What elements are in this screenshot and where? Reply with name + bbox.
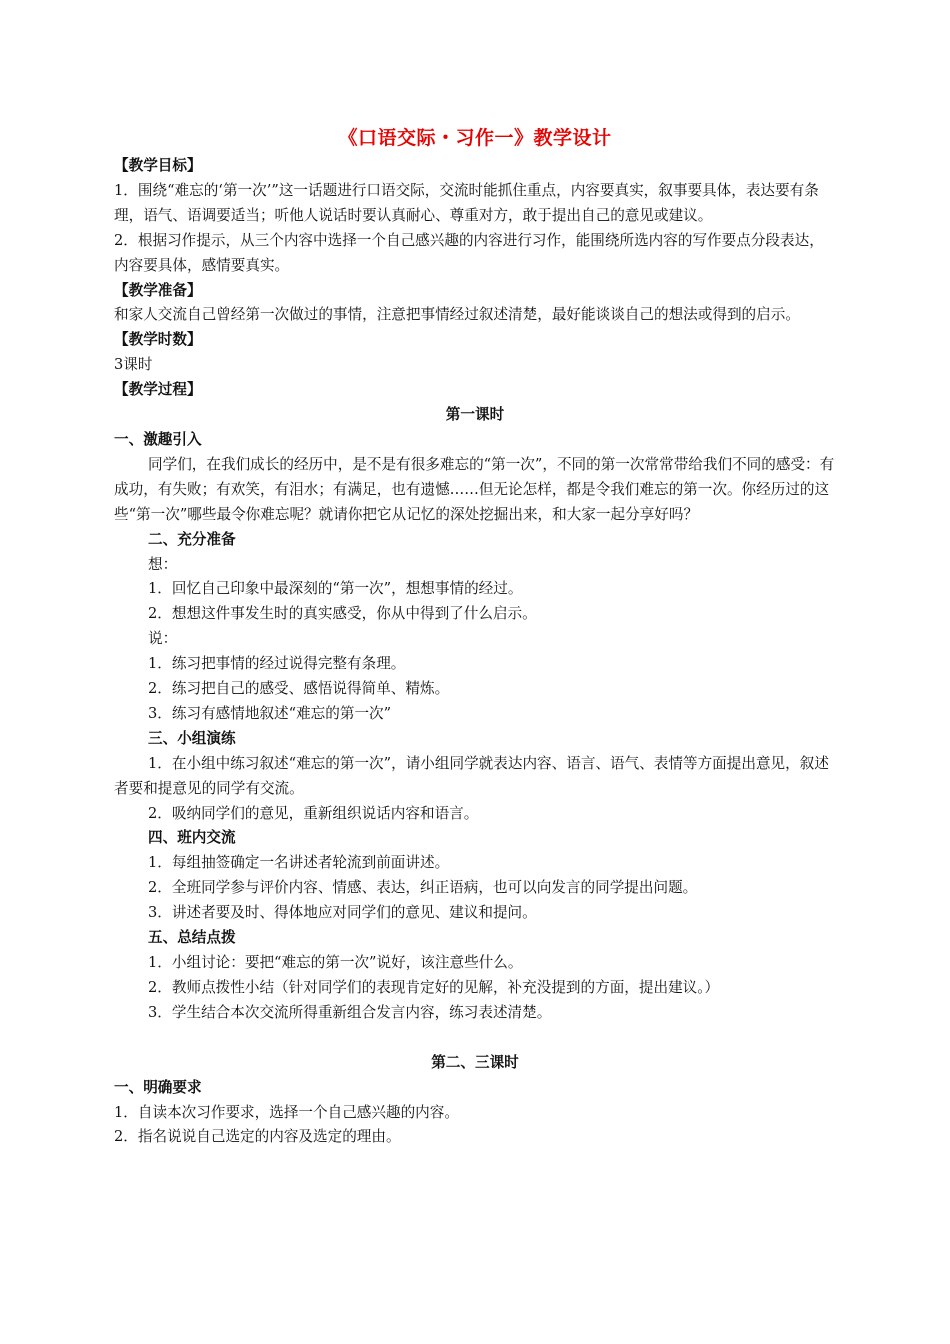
prep-heading: 【教学准备】 [114, 281, 202, 299]
group-item-1: 1．在小组中练习叙述“难忘的第一次”，请小组同学就表达内容、语言、语气、表情等方面提出意见，叙述者要和提意见的同学有交流。 [114, 754, 829, 797]
say-label: 说： [148, 630, 178, 648]
lesson1-title: 第一课时 [445, 406, 505, 424]
hours-text: 3课时 [114, 356, 153, 374]
document-title: 《口语交际・习作一》教学设计 [338, 127, 612, 149]
lesson23-title: 第二、三课时 [431, 1053, 519, 1071]
summary-item-3: 3．学生结合本次交流所得重新组合发言内容，练习表述清楚。 [148, 1003, 552, 1021]
requirement-item-2: 2．指名说说自己选定的内容及选定的理由。 [114, 1128, 401, 1146]
goals-heading: 【教学目标】 [114, 157, 202, 174]
say-item-2: 2．练习把自己的感受、感悟说得简单、精炼。 [148, 680, 450, 698]
think-label: 想： [148, 555, 178, 573]
class-item-2: 2．全班同学参与评价内容、情感、表达，纠正语病，也可以向发言的同学提出问题。 [148, 879, 698, 897]
lesson23-part1-heading: 一、明确要求 [114, 1078, 202, 1096]
goal-2: 2．根据习作提示，从三个内容中选择一个自己感兴趣的内容进行习作，能围绕所选内容的写作要点分段表达，内容要具体，感情要真实。 [114, 231, 824, 274]
think-item-1: 1．回忆自己印象中最深刻的“第一次”，想想事情的经过。 [148, 580, 523, 598]
group-item-2: 2．吸纳同学们的意见，重新组织说话内容和语言。 [148, 804, 479, 822]
process-heading: 【教学过程】 [114, 381, 202, 399]
lesson1-part5-heading: 五、总结点拨 [148, 929, 236, 947]
say-item-3: 3．练习有感情地叙述“难忘的第一次” [148, 704, 392, 722]
summary-item-1: 1．小组讨论：要把“难忘的第一次”说好，该注意些什么。 [148, 954, 523, 971]
spacer [114, 1026, 836, 1051]
hours-heading: 【教学时数】 [114, 331, 202, 349]
lesson1-part2-heading: 二、充分准备 [148, 530, 236, 548]
prep-text: 和家人交流自己曾经第一次做过的事情，注意把事情经过叙述清楚，最好能谈谈自己的想法或得到的启示。 [114, 306, 800, 324]
summary-item-2: 2．教师点拨性小结（针对同学们的表现肯定好的见解，补充没提到的方面，提出建议。） [148, 978, 720, 996]
requirement-item-1: 1．自读本次习作要求，选择一个自己感兴趣的内容。 [114, 1103, 459, 1121]
class-item-3: 3．讲述者要及时、得体地应对同学们的意见、建议和提问。 [148, 904, 537, 922]
lesson1-part3-heading: 三、小组演练 [148, 729, 236, 747]
document-content [114, 122, 836, 1150]
goal-1: 1．围绕“难忘的‘第一次’”这一话题进行口语交际，交流时能抓住重点，内容要真实，叙事要具体，表达要有条理，语气、语调要适当；听他人说话时要认真耐心、尊重对方，敢于提出自己的意见或建议。 [114, 181, 819, 224]
think-item-2: 2．想想这件事发生时的真实感受，你从中得到了什么启示。 [148, 605, 537, 623]
class-item-1: 1．每组抽签确定一名讲述者轮流到前面讲述。 [148, 854, 450, 872]
lesson1-part1-text: 同学们，在我们成长的经历中，是不是有很多难忘的“第一次”，不同的第一次常常带给我们不同的感受：有成功，有失败；有欢笑，有泪水；有满足，也有遗憾……但无论怎样，都是令我们难忘的第一次。你经历过的这些“第一次”哪些最令你难忘呢？就请你把它从记忆的深处挖掘出来，和大家一起分享好吗？ [114, 455, 835, 523]
lesson1-part1-heading: 一、激趣引入 [114, 430, 202, 448]
lesson1-part4-heading: 四、班内交流 [148, 829, 236, 847]
say-item-1: 1．练习把事情的经过说得完整有条理。 [148, 655, 406, 673]
